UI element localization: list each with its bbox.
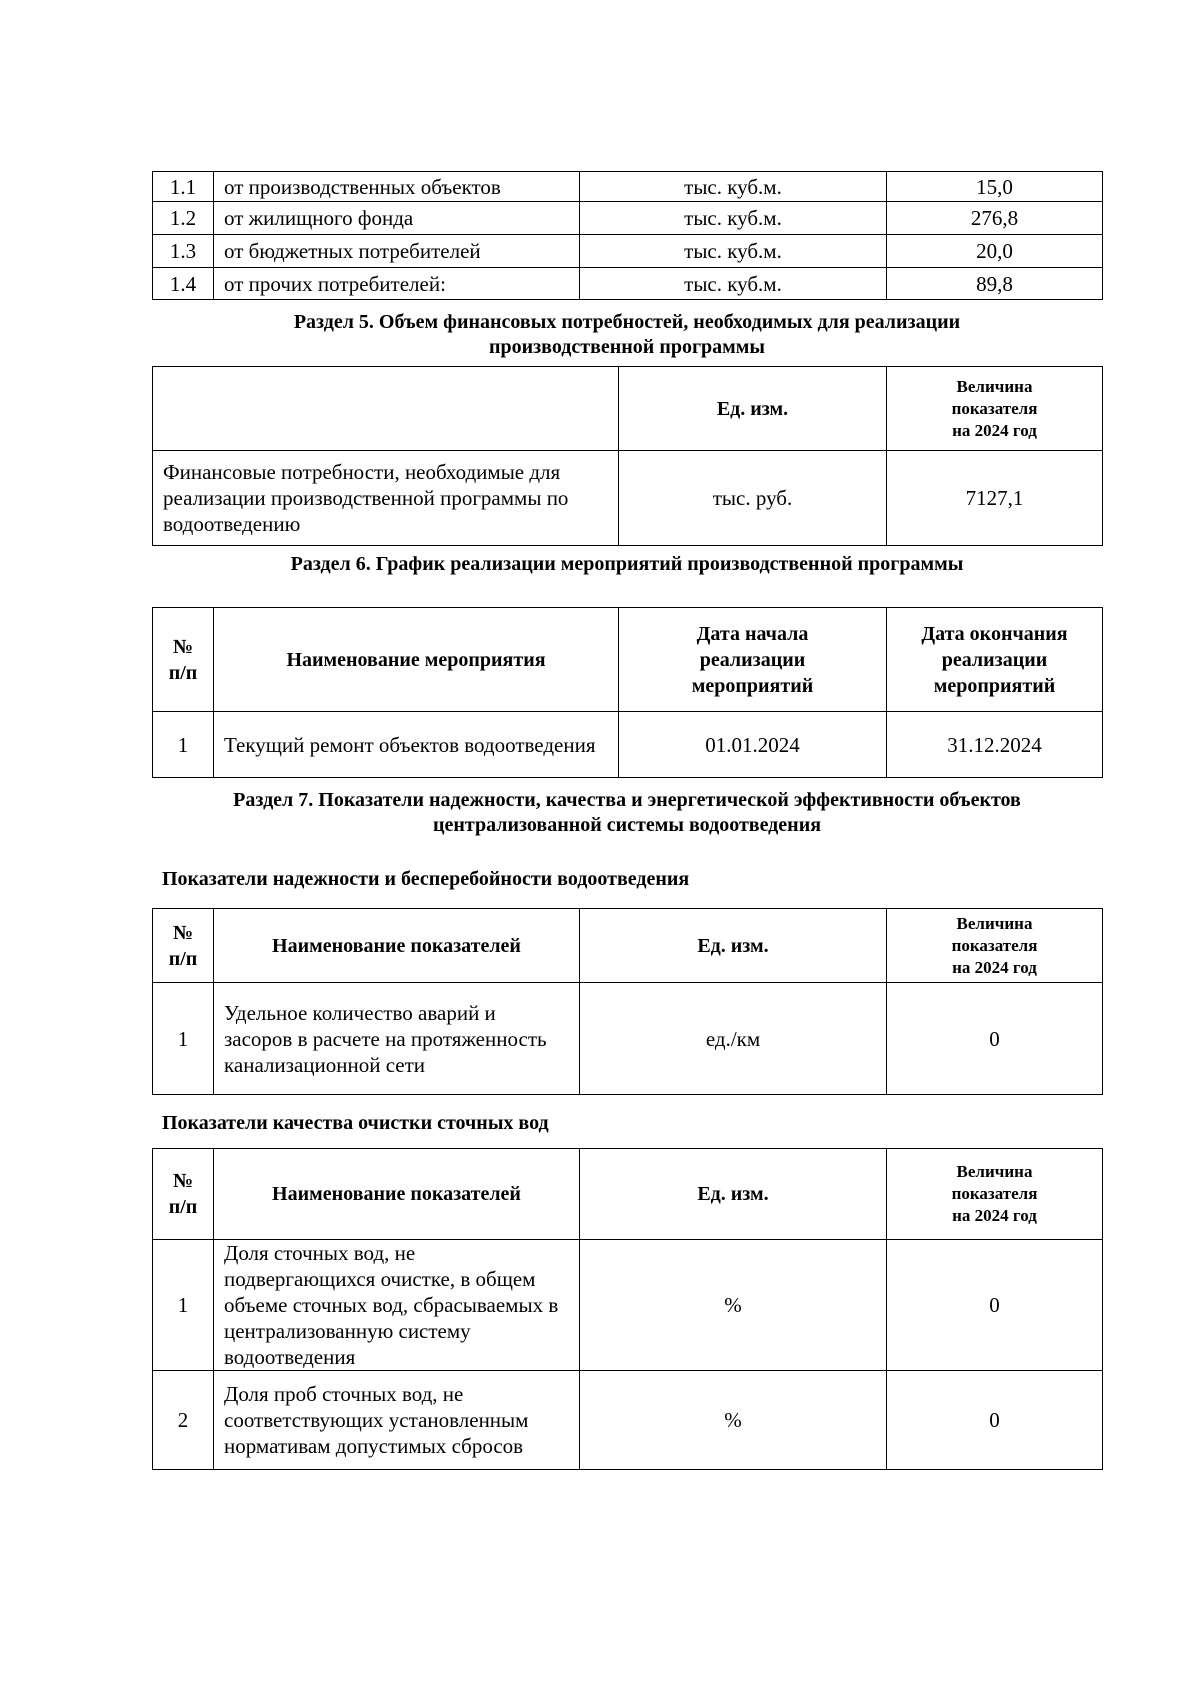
section5-title-line1: Раздел 5. Объем финансовых потребностей, необходимых для реализации: [293, 311, 961, 333]
table-row: [153, 172, 1103, 202]
table-header-row: [153, 1149, 1103, 1240]
table-header-row: [153, 909, 1103, 983]
section7-title-line1: Раздел 7. Показатели надежности, качества и энергетической эффективности объектов: [233, 789, 1021, 811]
header-value-line3: на 2024 год: [952, 957, 1037, 977]
header-name: Наименование показателей: [214, 1149, 580, 1240]
row-value: 89,8: [887, 268, 1103, 300]
header-value-line2: показателя: [951, 1184, 1038, 1203]
row-name: от производственных объектов: [214, 172, 580, 202]
table-header-row: [153, 608, 1103, 712]
row-name: от прочих потребителей:: [214, 268, 580, 300]
table-row: [153, 712, 1103, 778]
row-name: Удельное количество аварий и засоров в расчете на протяженность канализационной сети: [214, 983, 580, 1095]
row-unit: %: [580, 1240, 887, 1371]
section5-table: [152, 366, 1103, 546]
row-unit: тыс. куб.м.: [580, 172, 887, 202]
section6-title: Раздел 6. График реализации мероприятий производственной программы: [290, 553, 964, 575]
row-number: 1: [153, 1240, 214, 1371]
row-unit: тыс. куб.м.: [580, 235, 887, 268]
header-end-line2: реализации: [941, 648, 1048, 671]
row-value: 0: [887, 1240, 1103, 1371]
header-num-line1: №: [172, 1170, 194, 1192]
table-row: [153, 235, 1103, 268]
header-value-line1: Величина: [956, 376, 1033, 396]
header-end-line1: Дата окончания: [921, 622, 1068, 645]
header-num: [153, 1149, 214, 1240]
header-num-line1: №: [172, 921, 194, 944]
header-unit: Ед. изм.: [580, 1149, 887, 1240]
row-name: Финансовые потребности, необходимые для реализации производственной программы по водоотведению: [153, 451, 619, 546]
header-name: Наименование показателей: [214, 909, 580, 983]
table-row: [153, 202, 1103, 235]
header-start-line1: Дата начала: [696, 622, 809, 645]
row-value: 20,0: [887, 235, 1103, 268]
row-unit: тыс. куб.м.: [580, 268, 887, 300]
section7-title-line2: централизованной системы водоотведения: [432, 814, 822, 836]
table-header-row: [153, 367, 1103, 451]
header-value-line3: на 2024 год: [952, 420, 1037, 440]
header-end: [887, 608, 1103, 712]
reliability-table: [152, 908, 1103, 1095]
row-value: 7127,1: [887, 451, 1103, 546]
table-row: [153, 1240, 1103, 1371]
row-number: 1.4: [153, 268, 214, 300]
header-unit: Ед. изм.: [580, 909, 887, 983]
row-value: 276,8: [887, 202, 1103, 235]
header-value: [887, 367, 1103, 451]
header-num-line2: п/п: [168, 947, 198, 970]
row-unit: тыс. куб.м.: [580, 202, 887, 235]
table-row: [153, 451, 1103, 546]
row-value: 15,0: [887, 172, 1103, 202]
row-name: Доля проб сточных вод, не соответствующих установленным нормативам допустимых сбросов: [214, 1371, 580, 1470]
row-name: Текущий ремонт объектов водоотведения: [214, 712, 619, 778]
row-name: Доля сточных вод, не подвергающихся очистке, в общем объеме сточных вод, сбрасываемых в централизованную систему водоотведения: [214, 1240, 580, 1371]
table-row: [153, 268, 1103, 300]
header-value-line1: Величина: [956, 1162, 1033, 1181]
header-value: [887, 909, 1103, 983]
header-value-line1: Величина: [956, 913, 1033, 933]
row-number: 1.1: [153, 172, 214, 202]
row-number: 1: [153, 983, 214, 1095]
header-unit: Ед. изм.: [619, 367, 887, 451]
quality-title: Показатели качества очистки сточных вод: [162, 1112, 549, 1134]
header-start-line2: реализации: [699, 648, 806, 671]
table-row: [153, 983, 1103, 1095]
header-value-line2: показателя: [951, 935, 1038, 955]
header-value-line3: на 2024 год: [952, 1206, 1037, 1225]
header-num-line2: п/п: [168, 661, 198, 684]
section5-title-line2: производственной программы: [488, 336, 766, 358]
row-value: 0: [887, 1371, 1103, 1470]
volumes-table: [152, 171, 1103, 300]
row-unit: %: [580, 1371, 887, 1470]
row-number: 1: [153, 712, 214, 778]
header-value-line2: показателя: [951, 398, 1038, 418]
row-unit: тыс. руб.: [619, 451, 887, 546]
row-end: 31.12.2024: [887, 712, 1103, 778]
header-num-line2: п/п: [168, 1196, 198, 1218]
quality-table: [152, 1148, 1103, 1470]
header-empty: [153, 367, 619, 451]
header-start: [619, 608, 887, 712]
header-num: [153, 608, 214, 712]
row-value: 0: [887, 983, 1103, 1095]
row-name: от бюджетных потребителей: [214, 235, 580, 268]
row-name: от жилищного фонда: [214, 202, 580, 235]
document-page: [152, 171, 1102, 1470]
header-num: [153, 909, 214, 983]
header-name: Наименование мероприятия: [214, 608, 619, 712]
row-number: 2: [153, 1371, 214, 1470]
header-start-line3: мероприятий: [691, 674, 814, 697]
reliability-title: Показатели надежности и бесперебойности водоотведения: [162, 868, 690, 890]
header-value: [887, 1149, 1103, 1240]
section6-table: [152, 607, 1103, 778]
row-number: 1.2: [153, 202, 214, 235]
row-number: 1.3: [153, 235, 214, 268]
row-start: 01.01.2024: [619, 712, 887, 778]
table-row: [153, 1371, 1103, 1470]
header-num-line1: №: [172, 635, 194, 658]
row-unit: ед./км: [580, 983, 887, 1095]
header-end-line3: мероприятий: [933, 674, 1056, 697]
